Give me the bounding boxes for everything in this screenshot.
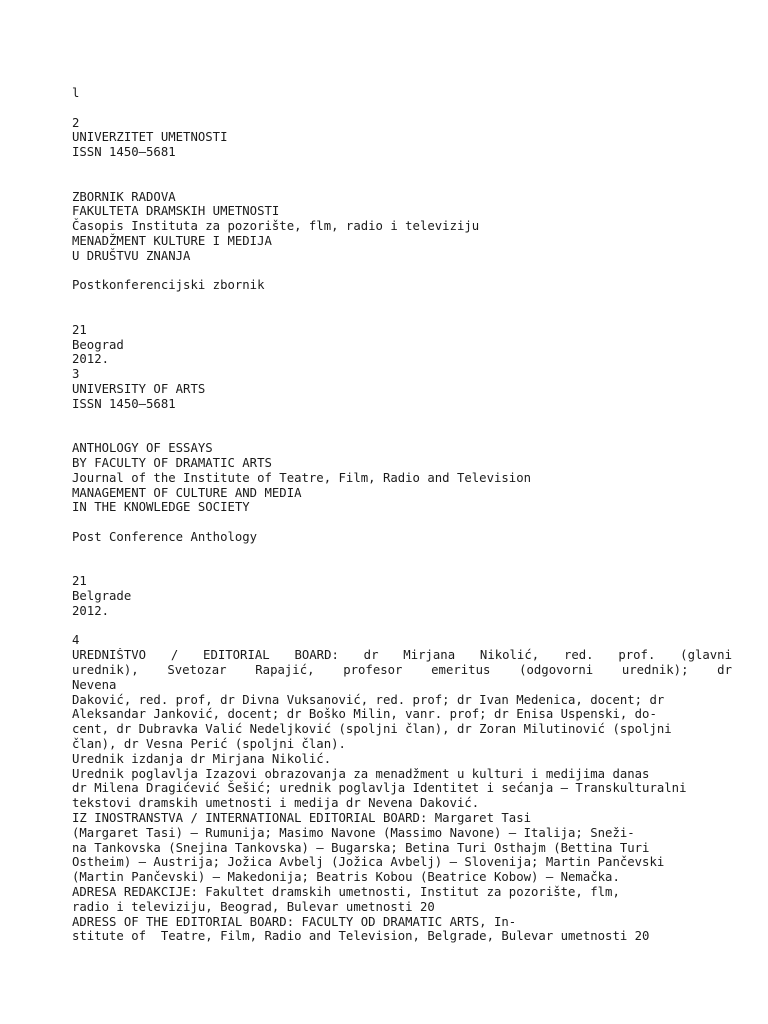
text-line: na Tankovska (Snejina Tankovska) – Bugarska; Betina Turi Osthajm (Bettina Turi [72, 840, 650, 855]
text-line: 2 [72, 115, 80, 130]
text-line: Daković, red. prof, dr Divna Vuksanović, red. prof; dr Ivan Medenica, docent; dr [72, 692, 665, 707]
text-line: ISSN 1450–5681 [72, 145, 176, 160]
blank-line [72, 175, 732, 190]
text-line: 4 [72, 633, 80, 648]
text-line: ADRESS OF THE EDITORIAL BOARD: FACULTY OD DRAMATIC ARTS, In- [72, 914, 517, 929]
text-line: Urednik poglavlja Izazovi obrazovanja za menadžment u kulturi i medijima danas [72, 766, 650, 781]
blank-line [72, 515, 732, 530]
text-line: Urednik izdanja dr Mirjana Nikolić. [72, 751, 332, 766]
text-line: ZBORNIK RADOVA [72, 189, 176, 204]
text-line: Aleksandar Janković, docent; dr Boško Milin, vanr. prof; dr Enisa Uspenski, do- [72, 707, 657, 722]
document-page [72, 86, 732, 944]
text-line: IN THE KNOWLEDGE SOCIETY [72, 500, 250, 515]
blank-line [72, 560, 732, 575]
text-line: BY FACULTY OF DRAMATIC ARTS [72, 455, 272, 470]
text-line: ISSN 1450–5681 [72, 396, 176, 411]
text-line: IZ INOSTRANSTVA / INTERNATIONAL EDITORIAL BOARD: Margaret Tasi [72, 811, 532, 826]
text-line: član), dr Vesna Perić (spoljni član). [72, 737, 346, 752]
text-line: (Margaret Tasi) – Rumunija; Masimo Navone (Massimo Navone) – Italija; Sneži- [72, 825, 635, 840]
text-line: (Martin Pančevski) – Makedonija; Beatris Kobou (Beatrice Kobow) – Nemačka. [72, 870, 620, 885]
text-line: ANTHOLOGY OF ESSAYS [72, 441, 213, 456]
blank-line [72, 619, 732, 634]
text-line: Post Conference Anthology [72, 529, 258, 544]
blank-line [72, 293, 732, 308]
text-line: MANAGEMENT OF CULTURE AND MEDIA [72, 485, 302, 500]
text-line: urednik), Svetozar Rapajić, profesor emeritus (odgovorni urednik); dr [72, 663, 732, 678]
text-line: Nevena [72, 677, 117, 692]
text-line: tekstovi dramskih umetnosti i medija dr Nevena Daković. [72, 796, 480, 811]
text-line: FAKULTETA DRAMSKIH UMETNOSTI [72, 204, 280, 219]
text-line: radio i televiziju, Beograd, Bulevar umetnosti 20 [72, 899, 435, 914]
text-line: UNIVERZITET UMETNOSTI [72, 130, 228, 145]
blank-line [72, 412, 732, 427]
text-line: Belgrade [72, 589, 132, 604]
text-line: cent, dr Dubravka Valić Nedeljković (spoljni član), dr Zoran Milutinović (spoljni [72, 722, 672, 737]
text-line: ADRESA REDAKCIJE: Fakultet dramskih umetnosti, Institut za pozorište, flm, [72, 885, 620, 900]
text-line: dr Milena Dragićević Šešić; urednik poglavlja Identitet i sećanja – Transkulturalni [72, 781, 687, 796]
text-line: Journal of the Institute of Teatre, Film, Radio and Television [72, 470, 532, 485]
text-line: Postkonferencijski zbornik [72, 278, 265, 293]
text-line: 2012. [72, 603, 110, 618]
blank-line [72, 160, 732, 175]
text-line: U DRUŠTVU ZNANJA [72, 248, 191, 263]
text-line: stitute of Teatre, Film, Radio and Television, Belgrade, Bulevar umetnosti 20 [72, 929, 650, 944]
text-line: l [72, 86, 80, 100]
text-line: MENADŽMENT KULTURE I MEDIJA [72, 233, 272, 248]
text-line: Časopis Instituta za pozorište, flm, radio i televiziju [72, 219, 480, 234]
text-line: 21 [72, 322, 87, 337]
text-line: Beograd [72, 337, 124, 352]
blank-line [72, 308, 732, 323]
blank-line [72, 545, 732, 560]
blank-line [72, 426, 732, 441]
text-line: Ostheim) – Austrija; Jožica Avbelj (Jožica Avbelj) – Slovenija; Martin Pančevski [72, 855, 665, 870]
blank-line [72, 101, 732, 116]
text-line: UREDNIŠTVO / EDITORIAL BOARD: dr Mirjana Nikolić, red. prof. (glavni [72, 648, 732, 663]
text-line: 2012. [72, 352, 110, 367]
text-line: 21 [72, 574, 87, 589]
text-line: UNIVERSITY OF ARTS [72, 381, 206, 396]
blank-line [72, 264, 732, 279]
text-line: 3 [72, 367, 80, 382]
